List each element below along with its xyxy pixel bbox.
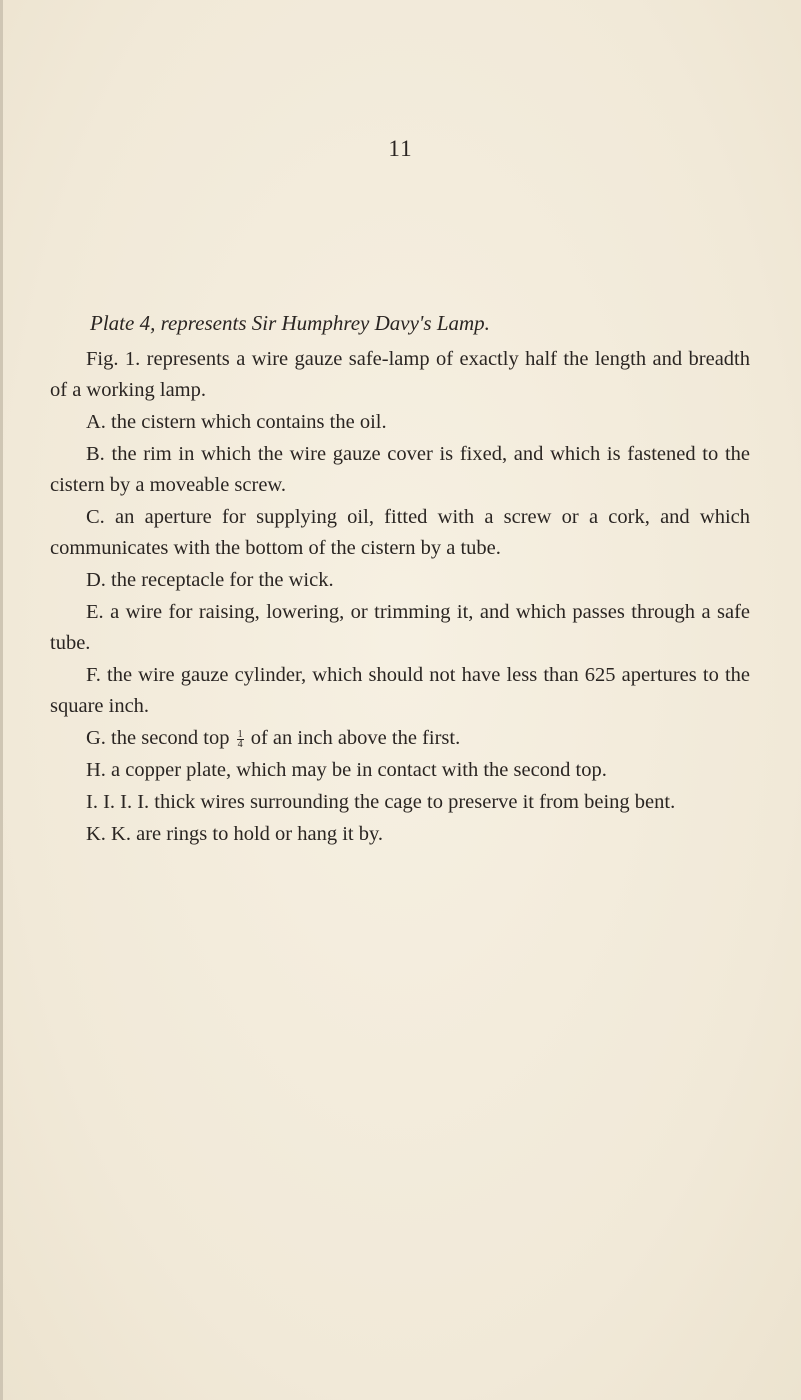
page-edge [0,0,3,1400]
fraction [237,730,244,749]
plate-heading: Plate 4, represents Sir Humphrey Davy's Lamp. [90,311,490,335]
entry-k: K. K. are rings to hold or hang it by. [86,823,384,845]
entry-g [50,723,750,754]
entry-b: B. the rim in which the wire gauze cover is fixed, and which is fastened to the cistern by a moveable screw. [50,443,750,496]
entry-a: A. the cistern which contains the oil. [86,411,387,433]
page-number: 11 [388,136,413,161]
entry-h: H. a copper plate, which may be in contact with the second top. [86,759,607,781]
entry-g-before: G. the second top [86,727,230,749]
entry-d: D. the receptacle for the wick. [86,569,334,591]
entry-i: I. I. I. I. thick wires surrounding the cage to preserve it from being bent. [86,791,676,813]
entry-f: F. the wire gauze cylinder, which should not have less than 625 apertures to the square inch. [50,664,750,717]
entry-g-after: of an inch above the first. [250,727,461,749]
entry-fig-1: Fig. 1. represents a wire gauze safe-lamp of exactly half the length and breadth of a working lamp. [50,348,750,401]
entry-c: C. an aperture for supplying oil, fitted with a screw or a cork, and which communicates with the bottom of the cistern by a tube. [50,506,750,559]
text-block [50,308,750,851]
fraction-numerator: 1 [237,728,243,740]
entry-e: E. a wire for raising, lowering, or trimming it, and which passes through a safe tube. [50,601,750,654]
fraction-denominator: 4 [237,738,243,750]
